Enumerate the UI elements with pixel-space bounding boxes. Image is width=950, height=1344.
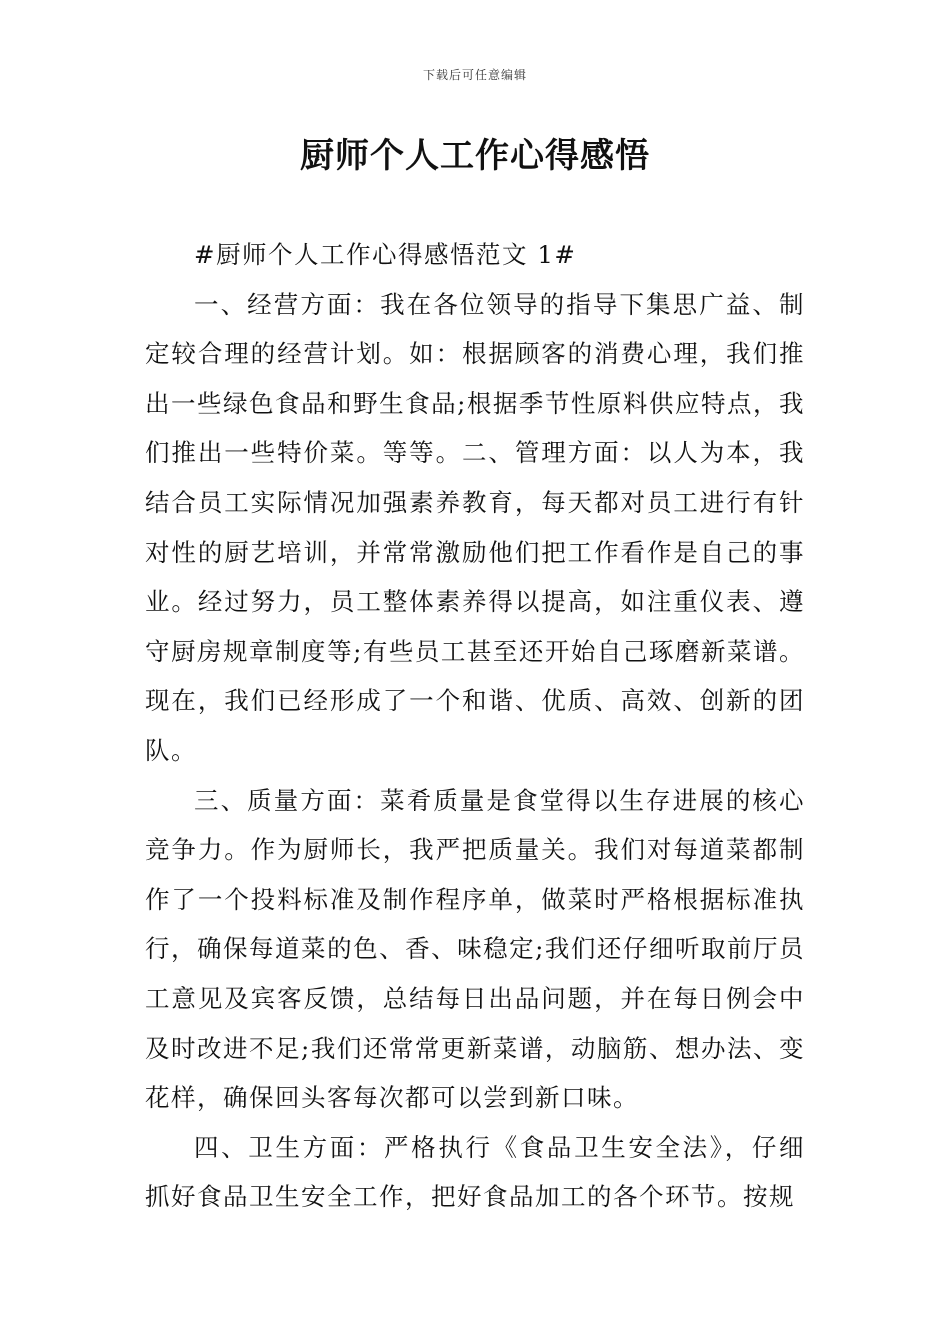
paragraph-quality: 三、质量方面：菜肴质量是食堂得以生存进展的核心竞争力。作为厨师长，我严把质量关。我们对每道菜都制作了一个投料标准及制作程序单，做菜时严格根据标准执行，确保每道菜的色、香、味稳定;我们还仔细听取前厅员工意见及宾客反馈，总结每日出品问题，并在每日例会中及时改进不足;我们还常常更新菜谱，动脑筋、想办法、变花样，确保回头客每次都可以尝到新口味。 [145, 785, 805, 1113]
document-title: 厨师个人工作心得感悟 [300, 136, 650, 176]
paragraph-operations: 一、经营方面：我在各位领导的指导下集思广益、制定较合理的经营计划。如：根据顾客的消费心理，我们推出一些绿色食品和野生食品;根据季节性原料供应特点，我们推出一些特价菜。等等。二、管理方面：以人为本，我结合员工实际情况加强素养教育，每天都对员工进行有针对性的厨艺培训，并常常激励他们把工作看作是自己的事业。经过努力，员工整体素养得以提高，如注重仪表、遵守厨房规章制度等;有些员工甚至还开始自己琢磨新菜谱。现在，我们已经形成了一个和谐、优质、高效、创新的团队。 [145, 289, 805, 765]
section-heading: #厨师个人工作心得感悟范文 1# [194, 240, 577, 269]
header-note: 下载后可任意编辑 [422, 68, 527, 82]
paragraph-hygiene: 四、卫生方面：严格执行《食品卫生安全法》，仔细抓好食品卫生安全工作，把好食品加工的各个环节。按规 [145, 1132, 805, 1212]
document-body [145, 230, 805, 1222]
